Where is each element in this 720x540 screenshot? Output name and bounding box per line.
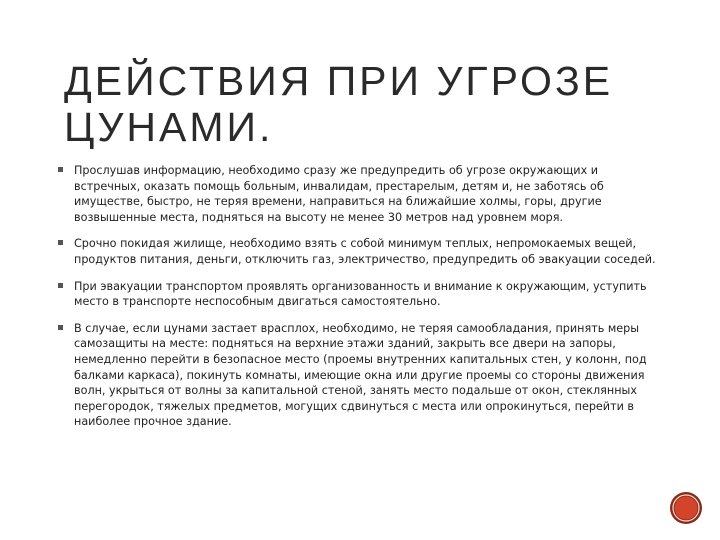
square-bullet-icon [58,325,63,330]
square-bullet-icon [58,283,63,288]
bullet-item-3 [58,279,664,310]
bullet-list [58,163,664,441]
bullet-text-2: Срочно покидая жилище, необходимо взять с собой минимум теплых, непромокаемых вещей, продуктов питания, деньги, отключить газ, электричество, предупредить об эвакуации соседей. [74,237,656,266]
bullet-item-4 [58,321,664,430]
slide-title-line-2: ЦУНАМИ. [64,104,274,150]
square-bullet-icon [58,240,63,245]
bullet-text-4: В случае, если цунами застает врасплох, необходимо, не теряя самообладания, принять меры самозащиты на месте: подняться на верхние этажи зданий, закрыть все двери на запоры, немедленно перейти в безопасное место (проемы внутренних капитальных стен, у колонн, под балками каркаса), покинуть комнаты, имеющие окна или другие проемы со стороны движения волн, укрыться от волны за капитальной стеной, занять место подальше от окон, стеклянных перегородок, тяжелых предметов, могущих сдвинуться с места или опрокинуться, перейти в наиболее прочное здание. [74,321,647,429]
square-bullet-icon [58,167,63,172]
bullet-text-1: Прослушав информацию, необходимо сразу же предупредить об угрозе окружающих и встречных, оказать помощь больным, инвалидам, престарелым, детям и, не заботясь об имуществе, быстро, не теряя времени, направиться на ближайшие холмы, горы, другие возвышенные места, подняться на высоту не менее 30 метров над уровнем моря. [74,164,604,224]
bullet-text-3: При эвакуации транспортом проявлять организованность и внимание к окружающим, уступить место в транспорте неспособным двигаться самостоятельно. [74,279,647,309]
bullet-item-1 [58,163,664,225]
slide-title-line-1: ДЕЙСТВИЯ ПРИ УГРОЗЕ [64,58,614,104]
badge-core [675,497,698,520]
slide-title [64,58,664,150]
bullet-item-2 [58,236,664,267]
circle-badge-icon [669,491,703,525]
